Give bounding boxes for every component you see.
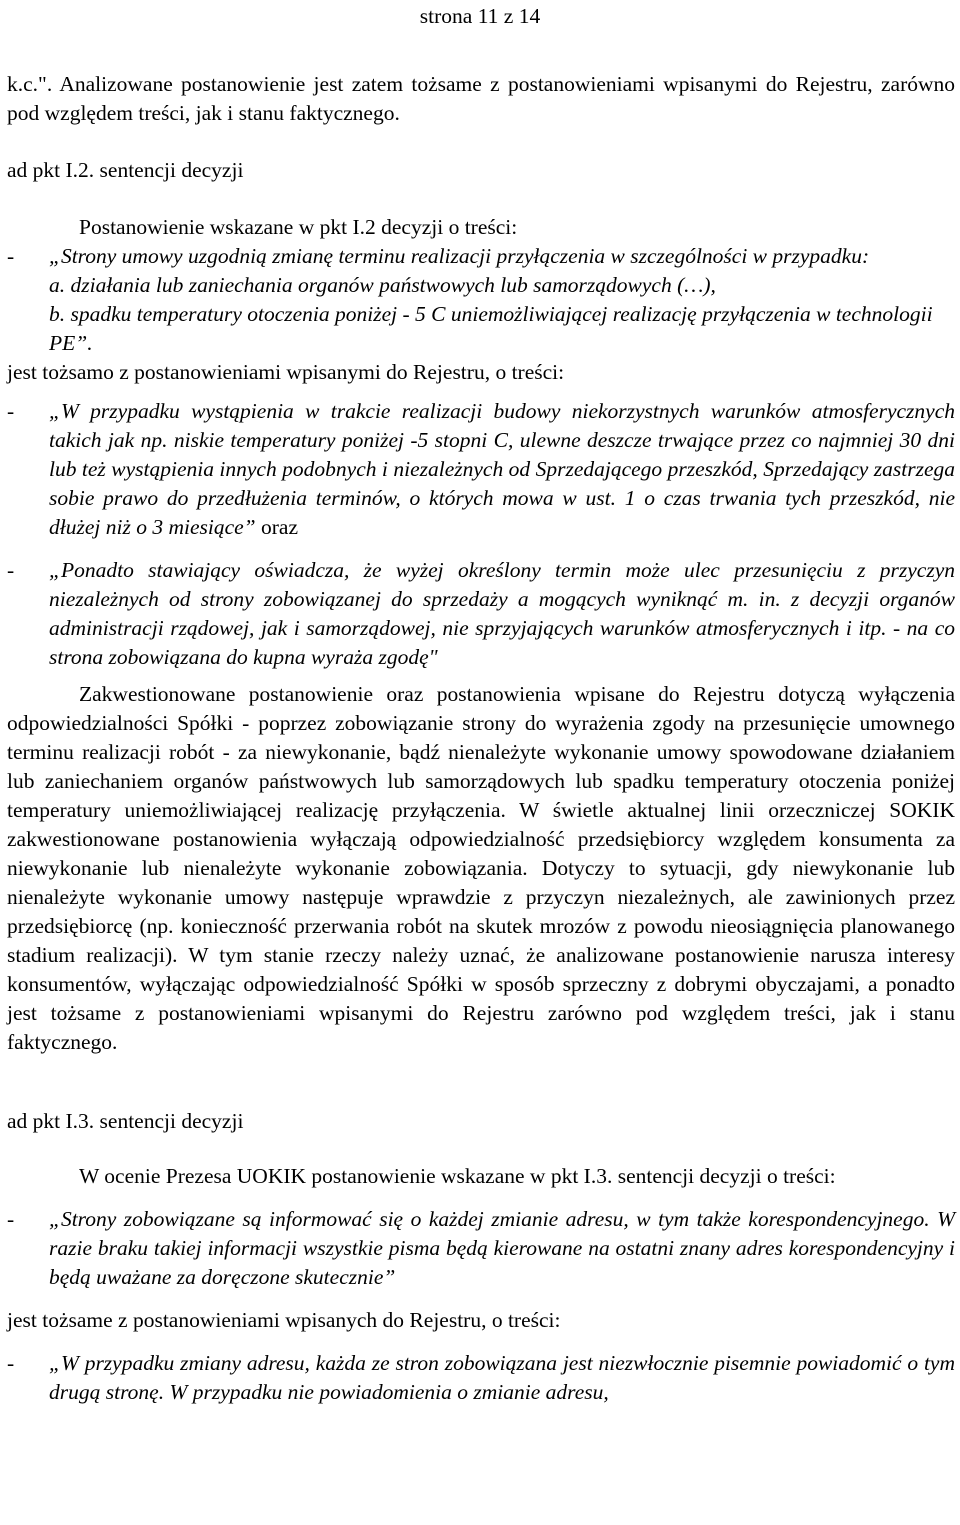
identical-statement-3: jest tożsame z postanowieniami wpisanych do Rejestru, o treści: [7,1308,561,1332]
identical-statement-2: jest tożsamo z postanowieniami wpisanymi do Rejestru, o treści: [7,360,565,384]
register-clause-2-2 [7,556,955,672]
list-dash: - [7,244,15,268]
list-dash: - [7,1351,15,1375]
register-clause-2-1-text [49,397,955,542]
section-heading-3: ad pkt I.3. sentencji decyzji [7,1109,244,1133]
list-dash: - [7,399,15,423]
register-clause-2-1 [7,397,955,542]
paragraph-conclusion-1: k.c.". Analizowane postanowienie jest zatem tożsame z postanowieniami wpisanymi do Rejestru, zarówno pod względem treści, jak i stanu faktycznego. [7,72,955,125]
list-dash: - [7,558,15,582]
quoted-clause-2 [7,242,955,271]
register-clause-3-1 [7,1349,955,1407]
intro-3: W ocenie Prezesa UOKIK postanowienie wskazane w pkt I.3. sentencji decyzji o treści: [79,1164,836,1188]
quote-2-main: „Strony umowy uzgodnią zmianę terminu realizacji przyłączenia w szczególności w przypadku: [49,244,870,268]
register-clause-3-1-quote: „W przypadku zmiany adresu, każda ze stron zobowiązana jest niezwłocznie pisemnie powiadomić o tym drugą stronę. W przypadku nie powiadomienia o zmianie adresu, [49,1351,955,1404]
section-heading-2: ad pkt I.2. sentencji decyzji [7,158,244,182]
analysis-paragraph-2: Zakwestionowane postanowienie oraz postanowienia wpisane do Rejestru dotyczą wyłączenia odpowiedzialności Spółki - poprzez zobowiązanie strony do wyrażenia zgody na przesunięcie umownego terminu realizacji robót - za niewykonanie, bądź nienależyte wykonanie umowy spowodowane działaniem lub zaniechaniem organów państwowych lub samorządowych lub spadku temperatury otoczenia poniżej temperatury uniemożliwiającej realizację przyłączenia. W świetle aktualnej linii orzeczniczej SOKIK zakwestionowane postanowienia wyłączają odpowiedzialność przedsiębiorcy względem konsumenta za niewykonanie lub nienależyte wykonanie zobowiązania. Dotyczy to sytuacji, gdy niewykonanie lub nienależyte wykonanie umowy następuje wprawdzie z przyczyn niezależnych, ale zawinionych przez przedsiębiorcę (np. konieczność przerwania robót na skutek mrozów z powodu nieosiągnięcia planowanego stadium realizacji). W tym stanie rzeczy należy uznać, że analizowane postanowienie narusza interesy konsumentów, wyłączając odpowiedzialność Spółki w sposób sprzeczny z dobrymi obyczajami, a ponadto jest tożsame z postanowieniami wpisanymi do Rejestru zarówno pod względem treści, jak i stanu faktycznego. [7,682,955,1054]
page-number: strona 11 z 14 [419,4,541,28]
quote-3-text: „Strony zobowiązane są informować się o każdej zmianie adresu, w tym także korespondencyjnego. W razie braku takiej informacji wszystkie pisma będą kierowane na ostatni znany adres korespondencyjny i będą uważane za doręczone skutecznie” [49,1207,955,1289]
intro-2: Postanowienie wskazane w pkt I.2 decyzji o treści: [79,215,518,239]
register-clause-2-2-quote: „Ponadto stawiający oświadcza, że wyżej określony termin może ulec przesunięciu z przyczyn niezależnych od strony zobowiązanej do sprzedaży a mogących wyniknąć m. in. z decyzji organów administracji rządowej, jak i samorządowej, nie sprzyjających warunków atmosferycznych i itp. - na co strona zobowiązana do kupna wyraża zgodę" [49,558,955,669]
list-dash: - [7,1207,15,1231]
quote-2-item-b: b. spadku temperatury otoczenia poniżej - 5 C uniemożliwiającej realizację przyłączenia w technologii PE”. [49,302,933,355]
register-clause-2-1-tail: oraz [255,515,298,539]
quoted-clause-3 [7,1205,955,1292]
register-clause-2-1-quote: „W przypadku wystąpienia w trakcie realizacji budowy niekorzystnych warunków atmosferycznych takich jak np. niskie temperatury poniżej -5 stopni C, ulewne deszcze trwające przez co najmniej 30 dni lub też wystąpienia innych podobnych i niezależnych od Sprzedającego przeszkód, Sprzedający zastrzega sobie prawo do przedłużenia terminów, o których mowa w ust. 1 o czas trwania tych przeszkód, nie dłużej niż o 3 miesiące” [49,399,955,539]
document-body [7,70,955,1407]
quote-2-item-a: a. działania lub zaniechania organów państwowych lub samorządowych (…), [49,273,716,297]
